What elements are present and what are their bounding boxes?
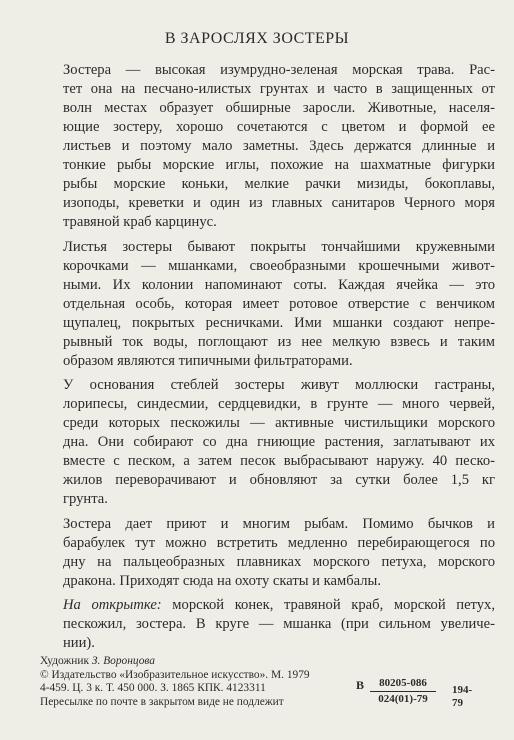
text-line: дна. Они собирают со дна гниющие растения, заглатывают их	[63, 434, 495, 450]
caption-line: пескожил, зостера. В круге — мшанка (при сильном увеличе-	[63, 616, 495, 632]
caption-text: морской конек, травяной краб, морской петух,	[161, 597, 495, 613]
text-line: Листья зостеры бывают покрыты тончайшими кружевными	[63, 238, 495, 255]
catalog-letter: В	[356, 678, 365, 692]
mail-note-line: Пересылке по почте в закрытом виде не подлежит	[40, 695, 284, 708]
text-line: тонкие рыбы морские иглы, похожие на шахматные фигурки	[63, 157, 495, 173]
artist-credit	[40, 655, 500, 669]
caption-paragraph	[63, 596, 495, 653]
text-line: грунта.	[63, 491, 108, 507]
publisher-line: © Издательство «Изобразительное искусство». М. 1979	[40, 668, 310, 681]
text-line: Зостера — высокая изумрудно-зеленая морская трава. Рас-	[63, 62, 495, 78]
text-line: среди которых пескожилы — активные чистильщики морского	[63, 415, 495, 431]
text-line: рывный ток воды, поглощают из нее мелкую взвесь и таким	[63, 333, 495, 350]
text-line: Зостера дает приют и многим рыбам. Помимо бычков и	[63, 515, 495, 532]
text-line: образом являются типичными фильтраторами.	[63, 352, 353, 369]
paragraph-1	[63, 61, 495, 232]
article-body	[63, 61, 495, 659]
text-line: волн местах образует обширные заросли. Животные, населя-	[63, 100, 495, 116]
catalog-fraction	[370, 677, 436, 706]
text-line: щупалец, покрытых ресничками. Ими мшанки создают непре-	[63, 314, 495, 331]
text-line: листьев и поэтому мало заметны. Здесь держатся длинные и	[63, 138, 495, 154]
text-line: барабулек тут можно встретить медленно перебирающегося по	[63, 534, 495, 551]
artist-label: Художник	[40, 655, 92, 667]
catalog-numerator: 80205-086	[370, 677, 436, 692]
text-line: дну на пальцеобразных плавниках морского петуха, морского	[63, 553, 495, 570]
text-line: жилов переворачивают и обновляют за сутки более 1,5 кг	[63, 472, 495, 488]
paragraph-2	[63, 238, 495, 371]
catalog-denominator: 024(01)-79	[378, 693, 428, 705]
caption-label: На открытке:	[63, 597, 162, 613]
text-line: рыбы морские коньки, мелкие рачки мизиды, бокоплавы,	[63, 176, 495, 192]
paragraph-4	[63, 515, 495, 591]
text-line: изоподы, креветки и один из главных санитаров Черного моря	[63, 195, 495, 211]
catalog-year: 194-79	[452, 684, 473, 709]
text-line: вместе с песком, а затем песок выбрасывают наружу. 40 песко-	[63, 453, 495, 469]
text-line: ными. Их колонии напоминают соты. Каждая ячейка — это	[63, 276, 495, 293]
page-title: В ЗАРОСЛЯХ ЗОСТЕРЫ	[164, 30, 350, 47]
artist-name: З. Воронцова	[91, 655, 155, 667]
text-line: дракона. Приходят сюда на охоту скаты и камбалы.	[63, 572, 381, 589]
text-line: У основания стеблей зостеры живут моллюски гастраны,	[63, 377, 495, 393]
print-info-line: 4-459. Ц. 3 к. Т. 450 000. З. 1865 КПК. 4123311	[40, 682, 266, 694]
caption-line	[63, 596, 495, 615]
caption-line: нии).	[63, 635, 95, 651]
text-line: тет она на песчано-илистых грунтах и часто в защищенных от	[63, 81, 495, 97]
text-line: отдельная особь, которая имеет ротовое отверстие с венчиком	[63, 295, 495, 312]
text-line: ющие зостеру, хорошо сочетаются с цветом и формой ее	[63, 119, 495, 135]
text-line: травяной краб карцинус.	[63, 214, 217, 230]
text-line: лорипесы, синдесмии, сердцевидки, в грунте — много червей,	[63, 396, 495, 412]
paragraph-3	[63, 376, 495, 509]
text-line: корочками — мшанками, своеобразными крошечными живот-	[63, 257, 495, 274]
